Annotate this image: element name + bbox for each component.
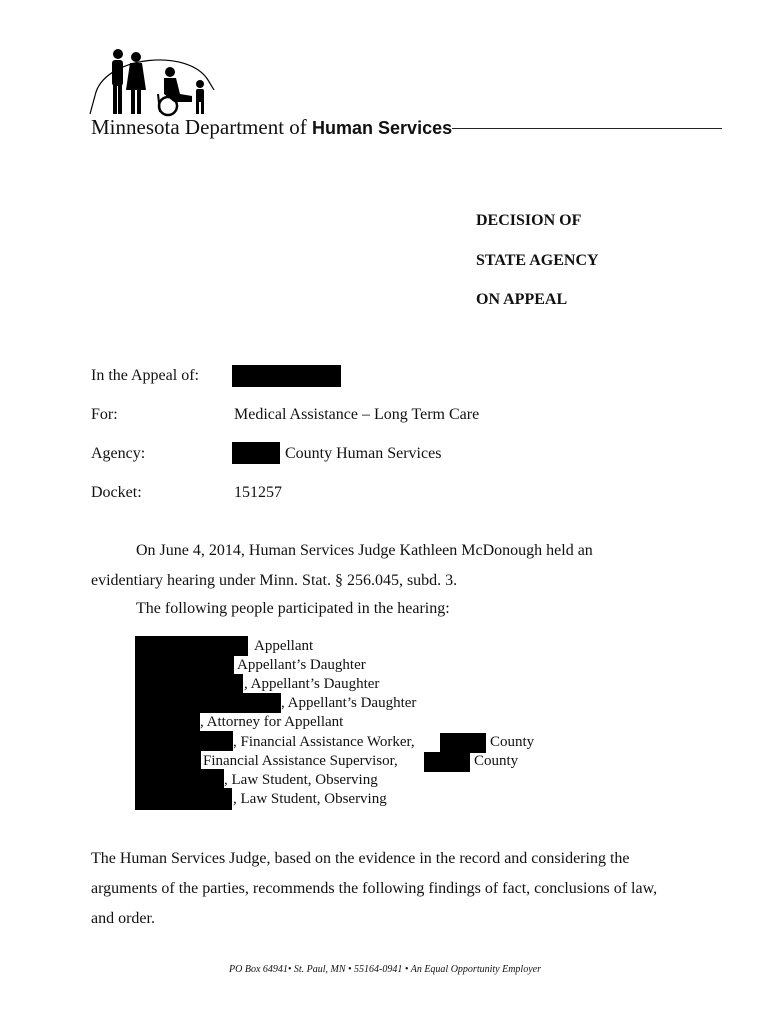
intro-line-1: On June 4, 2014, Human Services Judge Kathleen McDonough held an: [136, 542, 593, 559]
heading-decision-of: DECISION OF: [476, 212, 582, 229]
redaction-participant: [135, 636, 248, 656]
redaction-participant: [135, 655, 234, 675]
conclusion-line-2: arguments of the parties, recommends the following findings of fact, conclusions of law,: [91, 880, 658, 897]
redaction-county: [232, 442, 280, 464]
agency-label: Agency:: [91, 445, 146, 462]
redaction-county: [424, 752, 470, 772]
appeal-label: In the Appeal of:: [91, 367, 199, 384]
participant-item: , Law Student, Observing: [233, 791, 387, 807]
heading-state-agency: STATE AGENCY: [476, 252, 599, 269]
for-value: Medical Assistance – Long Term Care: [234, 406, 480, 423]
conclusion-line-3: and order.: [91, 910, 155, 927]
participant-item: , Law Student, Observing: [224, 772, 378, 788]
participant-item: , Attorney for Appellant: [200, 714, 344, 730]
redaction-participant: [135, 731, 233, 751]
participant-item: Appellant’s Daughter: [237, 657, 366, 673]
department-name-bold: Human Services: [312, 118, 453, 138]
redaction-participant: [135, 693, 281, 713]
page-footer: PO Box 64941• St. Paul, MN • 55164-0941 • An Equal Opportunity Employer: [229, 964, 541, 975]
participant-item: Financial Assistance Supervisor,: [203, 753, 398, 769]
redaction-participant: [135, 712, 200, 732]
redaction-participant: [135, 750, 201, 770]
participant-item: Appellant: [254, 638, 314, 654]
dhs-logo: [88, 44, 224, 118]
for-label: For:: [91, 406, 118, 423]
header-rule: [452, 128, 722, 129]
department-name: [91, 114, 452, 141]
participant-county: County: [490, 734, 535, 750]
intro-line-3: The following people participated in the hearing:: [136, 600, 450, 617]
redaction-participant: [135, 674, 243, 694]
participant-item: , Appellant’s Daughter: [244, 676, 380, 692]
redaction-participant: [135, 769, 224, 789]
participant-county: County: [474, 753, 519, 769]
participant-item: , Appellant’s Daughter: [281, 695, 417, 711]
redaction-county: [440, 733, 486, 753]
docket-value: 151257: [234, 484, 282, 501]
department-name-prefix: Minnesota Department of: [91, 115, 313, 139]
participant-item: , Financial Assistance Worker,: [233, 734, 415, 750]
heading-on-appeal: ON APPEAL: [476, 291, 568, 308]
intro-line-2: evidentiary hearing under Minn. Stat. § 256.045, subd. 3.: [91, 572, 458, 589]
docket-label: Docket:: [91, 484, 142, 501]
agency-value: County Human Services: [285, 445, 442, 462]
redaction-appellant-name: [232, 365, 341, 387]
conclusion-line-1: The Human Services Judge, based on the evidence in the record and considering the: [91, 850, 630, 867]
redaction-participant: [135, 788, 232, 810]
